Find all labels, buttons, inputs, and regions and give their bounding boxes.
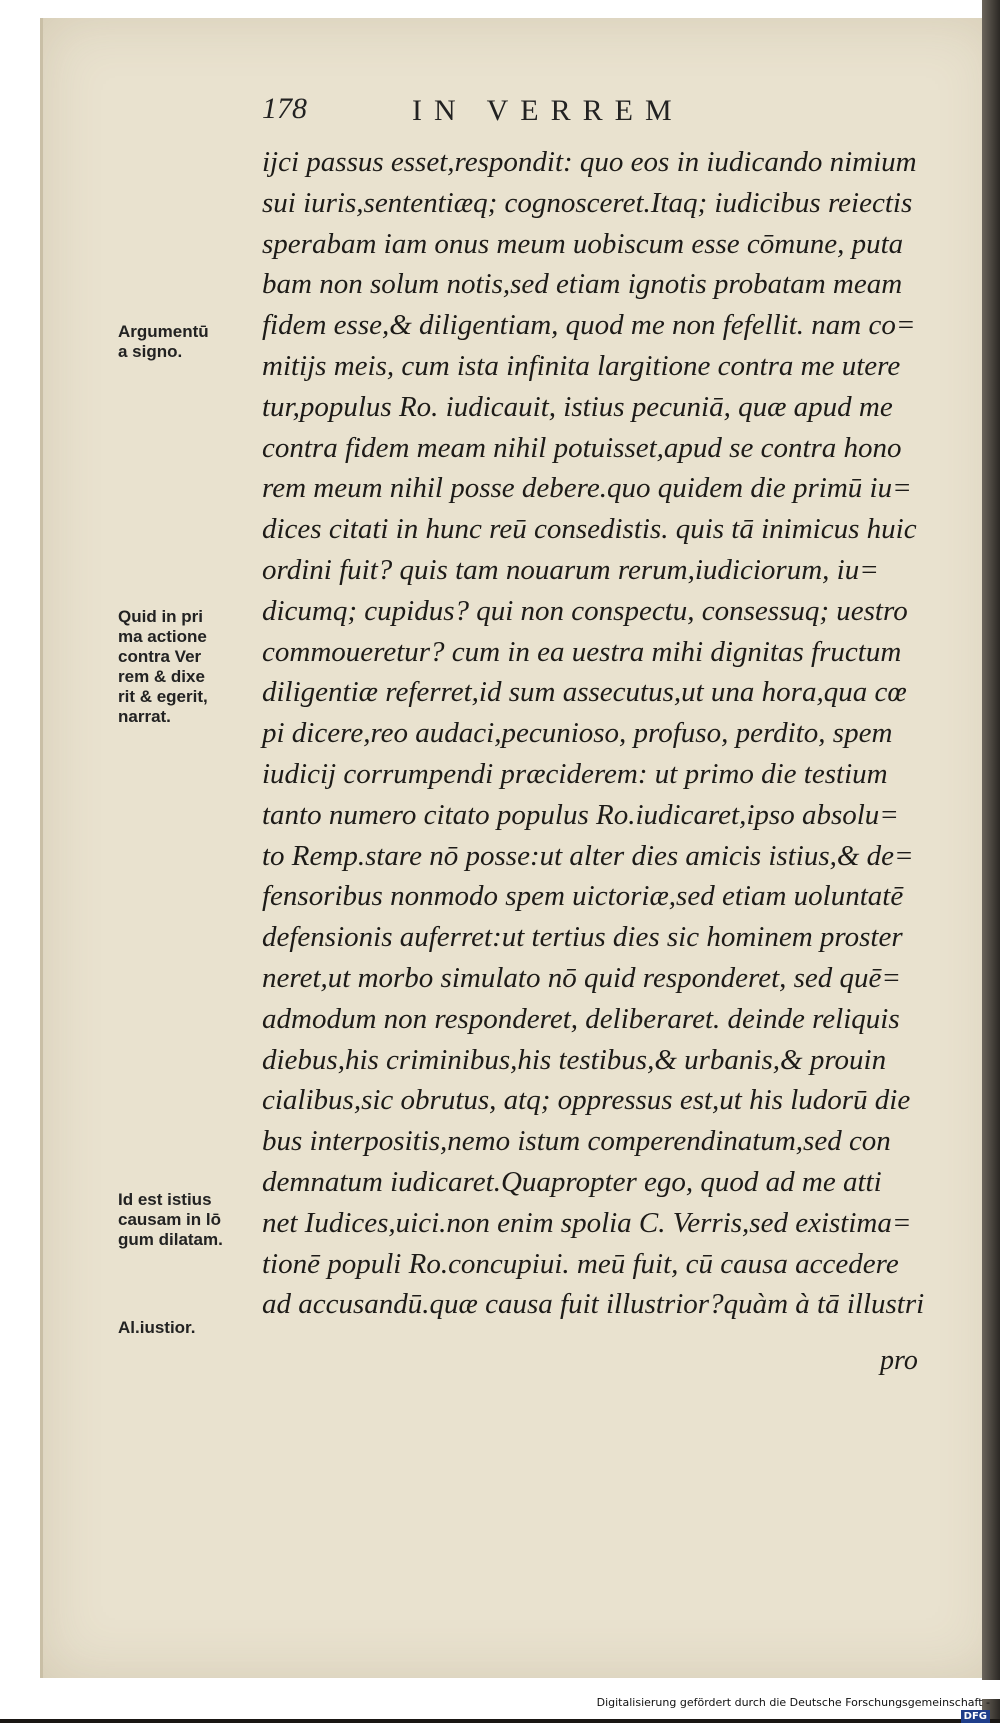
text-line: net Iudices,uici.non enim spolia C. Verris,sed existima= bbox=[262, 1206, 912, 1239]
text-line: ordini fuit? quis tam nouarum rerum,iudiciorum, iu= bbox=[262, 553, 879, 586]
text-line: iudicij corrumpendi præciderem: ut primo die testium bbox=[262, 757, 888, 790]
text-line: tanto numero citato populus Ro.iudicaret,ipso absolu= bbox=[262, 798, 899, 831]
text-line: ijci passus esset,respondit: quo eos in iudicando nimium bbox=[262, 146, 917, 178]
text-line: tionē populi Ro.concupiui. meū fuit, cū causa accedere bbox=[262, 1247, 899, 1280]
text-line: mitijs meis, cum ista infinita largitione contra me utere bbox=[262, 349, 901, 382]
running-head: IN VERREM bbox=[412, 94, 684, 127]
margin-note-line: a signo. bbox=[118, 342, 183, 361]
text-line: dicumq; cupidus? qui non conspectu, consessuq; uestro bbox=[262, 594, 908, 627]
text-line: admodum non responderet, deliberaret. deinde reliquis bbox=[262, 1002, 900, 1035]
text-line: to Remp.stare nō posse:ut alter dies amicis istius,& de= bbox=[262, 839, 914, 872]
margin-note-line: Al.iustior. bbox=[118, 1318, 196, 1337]
text-line: tur,populus Ro. iudicauit, istius pecuniā, quæ apud me bbox=[262, 390, 893, 423]
text-line: neret,ut morbo simulato nō quid responderet, sed quē= bbox=[262, 961, 901, 994]
text-line: diebus,his criminibus,his testibus,& urbanis,& prouin bbox=[262, 1043, 887, 1076]
margin-note-line: causam in lō bbox=[118, 1210, 221, 1229]
dfg-logo-icon: DFG bbox=[961, 1710, 990, 1723]
margin-note-line: contra Ver bbox=[118, 647, 202, 666]
margin-note-al-iustior bbox=[118, 1318, 258, 1338]
text-line: ad accusandū.quæ causa fuit illustrior?quàm à tā illustri bbox=[262, 1288, 925, 1321]
margin-note-line: ma actione bbox=[118, 627, 207, 646]
margin-note-line: narrat. bbox=[118, 707, 171, 726]
text-line: dices citati in hunc reū consedistis. quis tā inimicus huic bbox=[262, 513, 917, 546]
margin-note-line: gum dilatam. bbox=[118, 1230, 223, 1249]
text-line: bam non solum notis,sed etiam ignotis probatam meam bbox=[262, 268, 903, 301]
text-line: pi dicere,reo audaci,pecunioso, profuso, perdito, spem bbox=[262, 717, 893, 750]
margin-note-quid-in-prima bbox=[118, 607, 258, 727]
digitization-credit bbox=[590, 1696, 990, 1722]
text-line: sperabam iam onus meum uobiscum esse cōmune, puta bbox=[262, 227, 904, 260]
catchword: pro bbox=[880, 1345, 918, 1376]
margin-note-id-est bbox=[118, 1190, 258, 1250]
text-line: bus interpositis,nemo istum comperendinatum,sed con bbox=[262, 1125, 891, 1158]
margin-note-line: rit & egerit, bbox=[118, 687, 208, 706]
margin-note-line: Quid in pri bbox=[118, 607, 203, 626]
margin-note-argumentum bbox=[118, 322, 258, 362]
margin-note-line: Argumentū bbox=[118, 322, 209, 341]
text-line: fensoribus nonmodo spem uictoriæ,sed etiam uoluntatē bbox=[262, 880, 904, 913]
text-line: contra fidem meam nihil potuisset,apud se contra hono bbox=[262, 431, 902, 464]
margin-note-line: rem & dixe bbox=[118, 667, 205, 686]
text-line: cialibus,sic obrutus, atq; oppressus est,ut his ludorū die bbox=[262, 1084, 911, 1117]
main-text-block bbox=[262, 142, 962, 1325]
text-line: sui iuris,sententiæq; cognosceret.Itaq; iudicibus reiectis bbox=[262, 186, 913, 219]
footer-text: Digitalisierung gefördert durch die Deutsche Forschungsgemeinschaft - bbox=[596, 1696, 990, 1709]
page-edge-shadow bbox=[982, 0, 1000, 1719]
page-number: 178 bbox=[262, 92, 307, 125]
text-line: defensionis auferret:ut tertius dies sic hominem proster bbox=[262, 921, 903, 954]
text-line: fidem esse,& diligentiam, quod me non fefellit. nam co= bbox=[262, 309, 916, 342]
margin-note-line: Id est istius bbox=[118, 1190, 212, 1209]
text-line: commoueretur? cum in ea uestra mihi dignitas fructum bbox=[262, 635, 902, 668]
text-line: rem meum nihil posse debere.quo quidem die primū iu= bbox=[262, 472, 912, 505]
text-line: diligentiæ referret,id sum assecutus,ut una hora,qua cœ bbox=[262, 676, 907, 709]
page-header bbox=[262, 92, 822, 132]
text-line: demnatum iudicaret.Quapropter ego, quod ad me atti bbox=[262, 1165, 882, 1198]
